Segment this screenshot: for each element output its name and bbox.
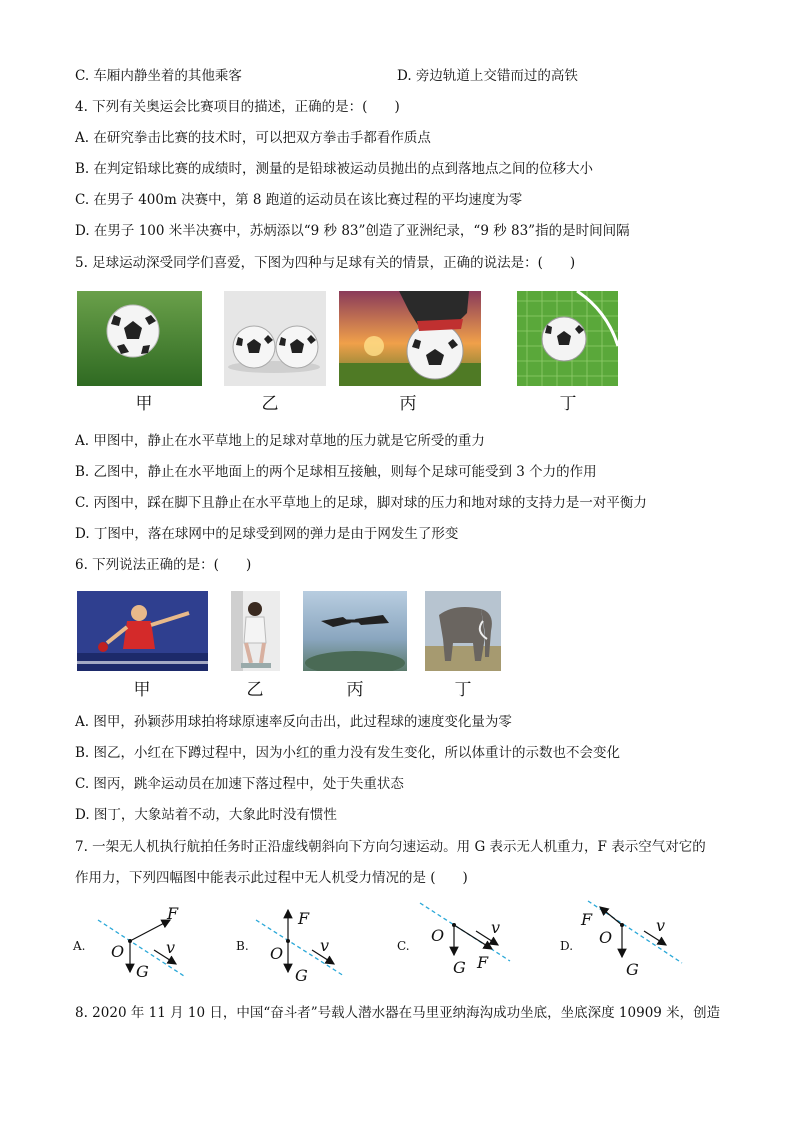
q7-b-v-label: v — [320, 936, 330, 955]
q4-option-a: A. 在研究拳击比赛的技术时，可以把双方拳击手都看作质点 — [75, 130, 431, 146]
q7-c-O-label: O — [431, 926, 445, 945]
q5-option-c: C. 丙图中，踩在脚下且静止在水平草地上的足球，脚对球的压力和地对球的支持力是一对平衡力 — [75, 495, 647, 511]
q7-option-d-label: D. — [560, 939, 574, 953]
q7-option-a-label: A. — [73, 939, 86, 953]
q5-image-bing-foot-on-ball-sunset — [339, 291, 481, 386]
q5-option-b: B. 乙图中，静止在水平地面上的两个足球相互接触，则每个足球可能受到 3 个力的作用 — [75, 464, 597, 480]
q7-option-c-label: C. — [397, 939, 410, 953]
q7-a-O-label: O — [111, 942, 125, 961]
q7-b-F-label: F — [298, 909, 310, 928]
q4-stem: 4. 下列有关奥运会比赛项目的描述，正确的是：( ) — [75, 99, 400, 115]
q6-image-jia-table-tennis — [77, 591, 208, 671]
q7-b-G-label: G — [295, 966, 308, 985]
q6-option-a: A. 图甲，孙颖莎用球拍将球原速率反向击出，此过程球的速度变化量为零 — [75, 714, 512, 730]
q7-c-v-label: v — [491, 918, 501, 937]
q7-b-O-label: O — [270, 944, 284, 963]
q7-c-G-label: G — [453, 958, 466, 977]
q7-d-v-label: v — [656, 916, 666, 935]
q7-a-v-label: v — [166, 938, 176, 957]
q7-option-b-label: B. — [236, 939, 249, 953]
q5-caption-ding: 丁 — [559, 394, 577, 414]
q5-image-jia-ball-on-grass — [77, 291, 202, 386]
q6-image-bing-skydivers — [303, 591, 407, 671]
q7-diagram-a — [92, 900, 232, 980]
q3-option-c: C. 车厢内静坐着的其他乘客 — [75, 68, 242, 84]
q6-image-yi-person-on-scale — [231, 591, 280, 671]
q7-d-O-label: O — [599, 928, 613, 947]
q6-option-b: B. 图乙，小红在下蹲过程中，因为小红的重力没有发生变化，所以体重计的示数也不会变化 — [75, 745, 621, 761]
q3-option-d: D. 旁边轨道上交错而过的高铁 — [397, 68, 578, 84]
q7-stem-line2: 作用力，下列四幅图中能表示此过程中无人机受力情况的是 ( ) — [75, 870, 468, 886]
q7-d-G-label: G — [626, 960, 639, 979]
q6-stem: 6. 下列说法正确的是：( ) — [75, 557, 252, 573]
q5-caption-jia: 甲 — [135, 394, 153, 414]
q5-caption-bing: 丙 — [399, 394, 417, 414]
q8-stem: 8. 2020 年 11 月 10 日，中国“奋斗者”号载人潜水器在马里亚纳海沟成功坐底，坐底深度 10909 米，创造 — [75, 1005, 721, 1021]
q6-caption-ding: 丁 — [454, 680, 472, 700]
q5-image-ding-ball-in-net — [517, 291, 618, 386]
q7-stem-line1: 7. 一架无人机执行航拍任务时正沿虚线朝斜向下方向匀速运动。用 G 表示无人机重力，F 表示空气对它的 — [75, 839, 706, 855]
q5-option-a: A. 甲图中，静止在水平草地上的足球对草地的压力就是它所受的重力 — [75, 433, 485, 449]
q6-image-ding-elephant — [425, 591, 501, 671]
q5-option-d: D. 丁图中，落在球网中的足球受到网的弹力是由于网发生了形变 — [75, 526, 459, 542]
q6-caption-yi: 乙 — [246, 680, 264, 700]
q4-option-d: D. 在男子 100 米半决赛中，苏炳添以“9 秒 83”创造了亚洲纪录，“9 秒 83”指的是时间间隔 — [75, 223, 630, 239]
q6-caption-bing: 丙 — [346, 680, 364, 700]
q5-image-yi-two-balls — [224, 291, 326, 386]
q7-a-G-label: G — [136, 962, 149, 981]
q5-stem: 5. 足球运动深受同学们喜爱，下图为四种与足球有关的情景，正确的说法是：( ) — [75, 255, 576, 271]
q7-c-F-label: F — [477, 953, 489, 972]
q7-a-F-label: F — [167, 904, 179, 923]
q4-option-b: B. 在判定铅球比赛的成绩时，测量的是铅球被运动员抛出的点到落地点之间的位移大小 — [75, 161, 594, 177]
q7-d-F-label: F — [581, 910, 593, 929]
q6-caption-jia: 甲 — [133, 680, 151, 700]
q5-caption-yi: 乙 — [261, 394, 279, 414]
q6-option-c: C. 图丙，跳伞运动员在加速下落过程中，处于失重状态 — [75, 776, 404, 792]
q6-option-d: D. 图丁，大象站着不动，大象此时没有惯性 — [75, 807, 337, 823]
q4-option-c: C. 在男子 400m 决赛中，第 8 跑道的运动员在该比赛过程的平均速度为零 — [75, 192, 523, 208]
